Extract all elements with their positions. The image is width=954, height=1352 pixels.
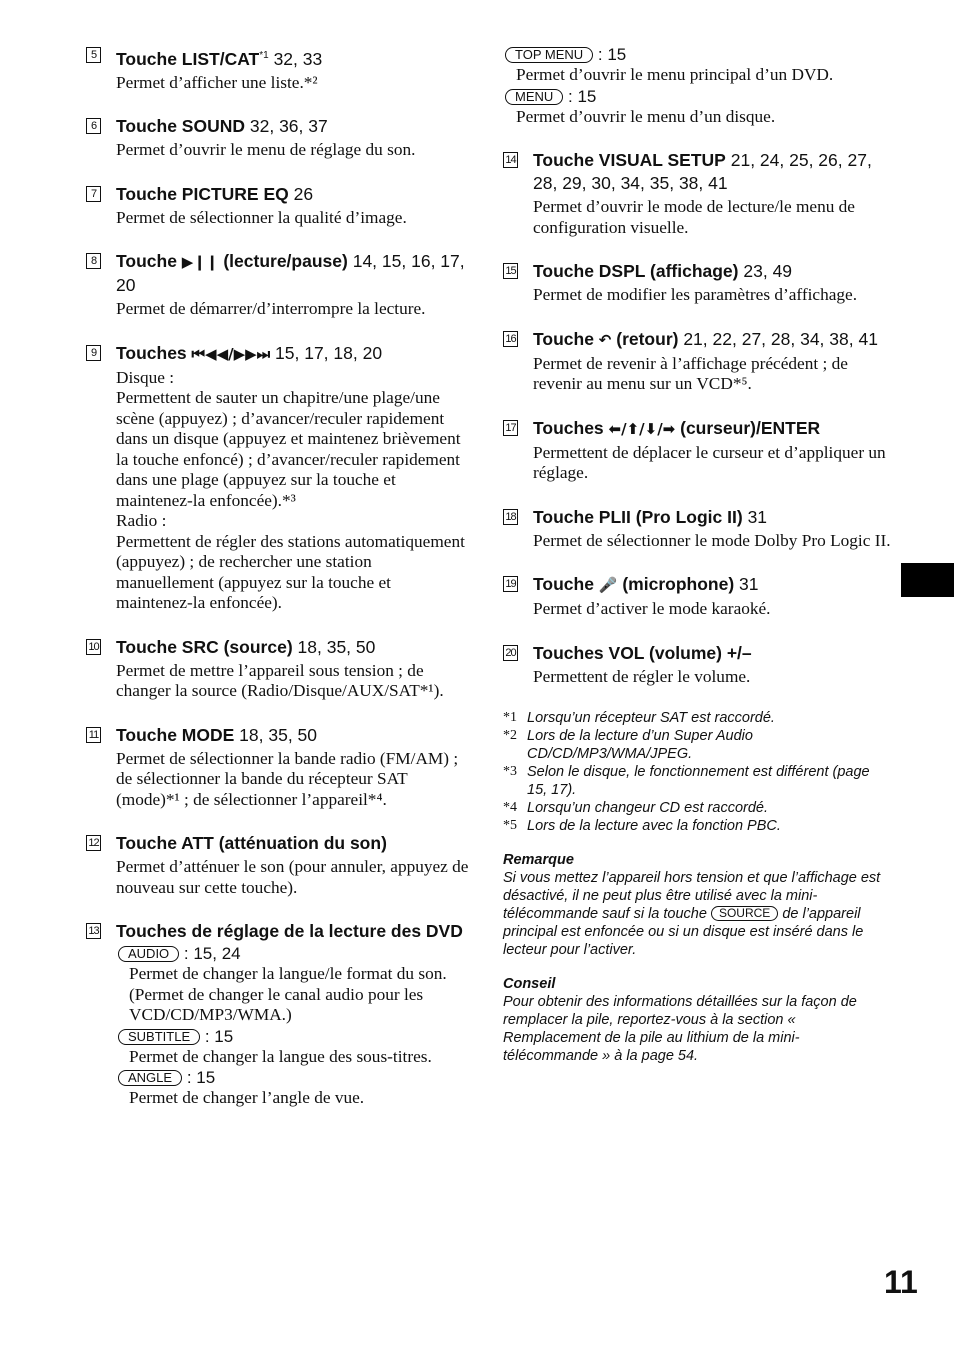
entry-heading — [533, 642, 893, 665]
conseil-text: Pour obtenir des informations détaillées sur la façon de remplacer la pile, reportez-vous à la section « Remplacement de la pile au lithium de la mini-télécommande » à la page 54. — [503, 994, 857, 1064]
key-line — [116, 1067, 471, 1088]
entry-19 — [503, 573, 893, 620]
entry-pages: 31 — [747, 506, 768, 527]
footnote-text: Lorsqu’un récepteur SAT est raccordé. — [527, 710, 775, 726]
key-description: Permet de changer la langue/le format du son. — [129, 964, 447, 984]
conseil-note — [503, 975, 893, 1065]
entry-5 — [86, 44, 471, 93]
entry-title-suffix: (microphone) — [617, 574, 735, 594]
entry-pages: 23, 49 — [743, 261, 793, 281]
entry-15 — [503, 260, 893, 306]
entry-heading — [116, 44, 471, 71]
entry-description: Permet d’ouvrir le mode de lecture/le menu de configuration visuelle. — [533, 197, 855, 237]
footnote-text: Lors de la lecture avec la fonction PBC. — [527, 818, 781, 834]
entry-number-box: 5 — [86, 47, 101, 63]
entry-title: Touche PICTURE EQ — [116, 183, 289, 204]
entry-description: Permet de sélectionner la qualité d’image. — [116, 207, 407, 227]
key-label: ANGLE — [118, 1070, 182, 1086]
button-symbol-icon: ⬅/⬆/⬇/➡ — [608, 419, 676, 438]
right-column — [503, 44, 893, 1065]
entry-title: Touche ATT (atténuation du son) — [116, 833, 387, 854]
key-description: Permet d’ouvrir le menu principal d’un DVD. — [516, 65, 834, 84]
entry-heading — [533, 328, 893, 352]
entry-number-box: 10 — [86, 639, 101, 655]
key-label: TOP MENU — [505, 47, 593, 63]
entry-heading — [116, 920, 471, 943]
footnote-text: Selon le disque, le fonctionnement est différent (page 15, 17). — [527, 764, 870, 798]
remarque-note — [503, 851, 893, 959]
entry-12 — [86, 832, 471, 898]
entry-8 — [86, 250, 471, 320]
key-pages: : 15, 24 — [183, 944, 241, 964]
entry-title-suffix: (lecture/pause) — [218, 251, 348, 272]
key-line — [503, 86, 893, 107]
footnote — [503, 727, 893, 763]
entry-description: Permettent de déplacer le curseur et d’appliquer un réglage. — [533, 442, 886, 482]
entry-pages: 31 — [739, 574, 759, 594]
footnote-mark: *3 — [503, 764, 517, 779]
footnote — [503, 817, 893, 835]
key-line — [116, 943, 471, 964]
entry-description: Permet d’atténuer le son (pour annuler, appuyez de nouveau sur cette touche). — [116, 857, 469, 897]
entry-heading — [116, 250, 471, 297]
entry-title: Touche PLII (Pro Logic II) — [533, 506, 743, 527]
button-symbol-icon: ▶❙❙ — [181, 253, 219, 272]
footnote — [503, 799, 893, 817]
dvd-keys-continued — [503, 44, 893, 127]
footnote-mark: *1 — [503, 710, 517, 725]
footnotes — [503, 709, 893, 835]
entry-title: Touche SOUND — [116, 116, 245, 137]
key-label: SUBTITLE — [118, 1029, 200, 1045]
key-pages: : 15 — [204, 1026, 234, 1046]
entry-title: Touche — [533, 328, 599, 349]
entry-description: Permettent de régler le volume. — [533, 666, 751, 686]
entry-description: Permettent de régler des stations automatiquement (appuyez) ; de rechercher une station manuellement (appuyez sur la touche et maintenez-la enfoncée). — [116, 531, 465, 613]
entry-description: Permet de revenir à l’affichage précédent ; de revenir au menu sur un VCD*⁵. — [533, 353, 848, 393]
entry-title: Touches de réglage de la lecture des DVD — [116, 921, 463, 942]
entry-7 — [86, 183, 471, 229]
key-label: MENU — [505, 89, 563, 105]
entry-description: Permet de mettre l’appareil sous tension ; de changer la source (Radio/Disque/AUX/SAT*¹). — [116, 660, 444, 701]
button-symbol-icon: ↶ — [598, 330, 612, 349]
entry-pages: 14, 15, 16, 17, 20 — [116, 251, 465, 296]
entry-number-box: 19 — [503, 576, 518, 592]
entry-number-box: 14 — [503, 152, 518, 168]
entry-number-box: 9 — [86, 345, 101, 361]
entry-number-box: 11 — [86, 727, 101, 743]
footnote-mark: *2 — [503, 728, 517, 743]
key-label: AUDIO — [118, 946, 179, 962]
entry-description: Permet de démarrer/d’interrompre la lecture. — [116, 299, 426, 319]
entry-number-box: 12 — [86, 835, 101, 851]
entry-heading — [116, 724, 471, 747]
entry-10 — [86, 636, 471, 702]
key-pages: : 15 — [597, 45, 627, 64]
key-description: Permet d’ouvrir le menu d’un disque. — [516, 106, 776, 126]
entry-description: Radio : — [116, 511, 167, 531]
entry-title: Touche LIST/CAT — [116, 48, 260, 69]
entry-title-suffix: (curseur)/ENTER — [675, 417, 821, 438]
entry-heading — [533, 417, 893, 441]
button-symbol-icon: 🎤 — [598, 576, 618, 594]
entry-description: Permet de modifier les paramètres d’affichage. — [533, 285, 858, 304]
remarque-text: Si vous mettez l’appareil hors tension et que l’affichage est désactivé, il ne peut plus être utilisé avec la mini-télécommande sauf si la touche SOURCE de l’appareil principal est enfoncée ou si un disque est inséré dans le lecteur pour l’activer. — [503, 870, 881, 958]
button-symbol-icon: ⏮◀◀/▶▶⏭ — [191, 344, 271, 363]
key-description: Permet de changer la langue des sous-titres. — [129, 1046, 432, 1066]
entry-number-box: 16 — [503, 331, 518, 347]
entry-number-box: 6 — [86, 118, 101, 134]
entry-pages: 32, 33 — [273, 48, 323, 69]
entry-number-box: 7 — [86, 186, 101, 202]
entry-title: Touche DSPL (affichage) — [533, 261, 739, 281]
entry-description: Permettent de sauter un chapitre/une plage/une scène (appuyez) ; d’avancer/reculer rapidement dans un disque (appuyez et maintenez brièvement la touche enfoncé) ; d’avancer/reculer rapidement dans une plage (appuyez sur la touche et maintenez-la enfoncée).*³ — [116, 388, 461, 510]
entry-heading — [116, 832, 471, 855]
footnote-text: Lorsqu’un changeur CD est raccordé. — [527, 800, 768, 816]
entry-heading — [533, 573, 893, 597]
entry-pages: 26 — [293, 183, 314, 204]
entry-title: Touche — [116, 251, 182, 272]
entry-title-suffix: (retour) — [611, 328, 679, 349]
entry-description: Permet d’ouvrir le menu de réglage du son. — [116, 140, 416, 160]
entry-number-box: 18 — [503, 509, 518, 525]
entry-13 — [86, 920, 471, 1109]
entry-pages: 32, 36, 37 — [249, 116, 328, 137]
footnote-text: Lors de la lecture d’un Super Audio CD/CD/MP3/WMA/JPEG. — [527, 728, 753, 762]
key-pages: : 15 — [568, 86, 597, 106]
footnote — [503, 709, 893, 727]
entry-pages: 18, 35, 50 — [297, 636, 376, 657]
entry-6 — [86, 115, 471, 161]
footnote-ref: *1 — [259, 50, 269, 61]
entry-pages: 21, 22, 27, 28, 34, 38, 41 — [683, 328, 878, 349]
entry-description: Permet d’activer le mode karaoké. — [533, 599, 771, 618]
entry-pages: 21, 24, 25, 26, 27, 28, 29, 30, 34, 35, 38, 41 — [533, 150, 872, 193]
entry-title: Touches VOL (volume) +/– — [533, 642, 752, 663]
entry-number-box: 13 — [86, 923, 101, 939]
entry-heading — [116, 115, 471, 138]
entry-description: Permet de sélectionner la bande radio (FM/AM) ; de sélectionner la bande du récepteur SAT (mode)*¹ ; de sélectionner l’appareil*⁴. — [116, 748, 459, 809]
footnote-mark: *5 — [503, 818, 517, 833]
entry-number-box: 15 — [503, 263, 518, 279]
entry-16 — [503, 328, 893, 395]
key-description: Permet de changer l’angle de vue. — [129, 1088, 365, 1108]
entry-heading — [116, 636, 471, 659]
entry-18 — [503, 506, 893, 552]
entry-9 — [86, 342, 471, 614]
entry-number-box: 20 — [503, 645, 518, 661]
entry-pages: 15, 17, 18, 20 — [275, 342, 383, 363]
page-number: 11 — [884, 1264, 918, 1300]
entry-title: Touches — [533, 417, 609, 438]
entry-heading — [533, 260, 893, 283]
entry-description: Permet d’afficher une liste.*² — [116, 72, 318, 92]
entry-11 — [86, 724, 471, 811]
footnote — [503, 763, 893, 799]
conseil-heading: Conseil — [503, 976, 556, 992]
entry-title: Touche SRC (source) — [116, 636, 293, 657]
entry-14 — [503, 149, 893, 238]
key-pages: : 15 — [186, 1068, 216, 1088]
right-entries — [503, 149, 893, 687]
key-description: (Permet de changer le canal audio pour les VCD/CD/MP3/WMA.) — [129, 984, 424, 1025]
entry-title: Touche — [533, 574, 599, 594]
footnote-mark: *4 — [503, 800, 517, 815]
entry-heading — [533, 506, 893, 529]
entry-heading — [116, 183, 471, 206]
key-line — [503, 44, 893, 65]
entry-description: Permet de sélectionner le mode Dolby Pro Logic II. — [533, 530, 891, 550]
key-line — [116, 1026, 471, 1047]
section-tab-marker — [901, 563, 954, 597]
entry-pages: 18, 35, 50 — [239, 724, 318, 745]
remarque-heading: Remarque — [503, 852, 574, 868]
entry-title: Touche VISUAL SETUP — [533, 150, 726, 170]
entry-number-box: 17 — [503, 420, 518, 436]
entry-title: Touche MODE — [116, 724, 235, 745]
entry-number-box: 8 — [86, 253, 101, 269]
left-column — [86, 44, 471, 1131]
entry-heading — [533, 149, 893, 195]
entry-title: Touches — [116, 342, 192, 363]
entry-20 — [503, 642, 893, 688]
source-key-label: SOURCE — [711, 906, 778, 921]
entry-description: Disque : — [116, 367, 175, 387]
entry-17 — [503, 417, 893, 484]
entry-heading — [116, 342, 471, 366]
